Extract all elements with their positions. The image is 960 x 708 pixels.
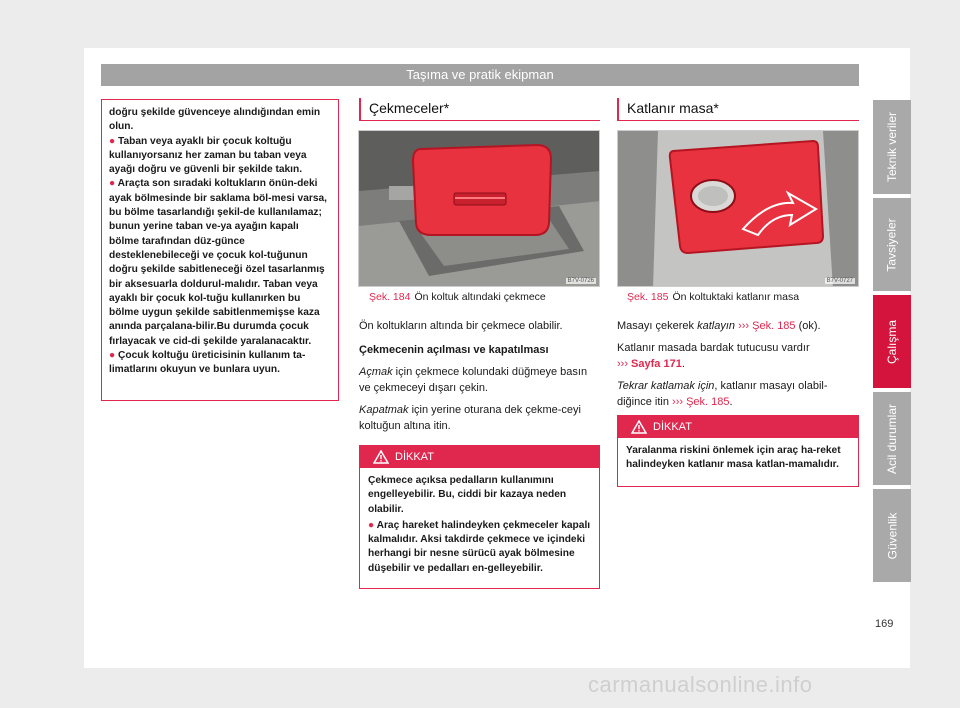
section-title-folding-table: Katlanır masa* (627, 100, 719, 116)
folding-table-para-3: Tekrar katlamak için, katlanır masayı olabil-diğince itin ››› Şek. 185. (617, 380, 828, 408)
warning-intro-text: doğru şekilde güvenceye alındığından emin olun. (109, 107, 321, 133)
figure-link-185-b[interactable]: Şek. 185 (686, 396, 730, 408)
figure-link-185[interactable]: Şek. 185 (752, 320, 796, 332)
drawer-warning-bullet: ● Araç hareket halindeyken çekmeceler kapalı kalmalıdır. Aksi takdirde çekmece ve içindeki herhangi bir nesne sürücü ayak bölmesine düşebilir ve pedalları en-gelleyebilir. (368, 519, 591, 574)
folding-table-para-1: Masayı çekerek katlayın ››› Şek. 185 (ok). (617, 320, 821, 332)
tab-teknik-veriler[interactable]: Teknik veriler (873, 100, 911, 194)
warning-continuation-box (101, 99, 339, 401)
folding-table-para-2: Katlanır masada bardak tutucusu vardır ››› Sayfa 171. (617, 342, 810, 370)
warning-triangle-icon (373, 450, 389, 464)
drawer-close-para: Kapatmak için yerine oturana dek çekme-ceyi koltuğun altına itin. (359, 404, 581, 432)
warning-header: DİKKAT (360, 446, 599, 468)
chapter-header: Taşıma ve pratik ekipman (101, 64, 859, 86)
drawer-subheading: Çekmecenin açılması ve kapatılması (359, 344, 549, 356)
tab-guvenlik[interactable]: Güvenlik (873, 489, 911, 582)
figure-caption-184: Şek. 184 Ön koltuk altındaki çekmece (369, 291, 546, 303)
section-title-drawers: Çekmeceler* (369, 100, 450, 116)
warning-bullet-2: ● Araçta son sıradaki koltukların önün-deki ayak bölmesinde bir saklama böl-mesi varsa, bu bölme tasarlandığı şekil-de kullanılamaz; bunun yerine taban ve-ya ayağın kapalı bölme tarafından düz-günce desteklenebileceği ve çocuk kol-tuğunun doğru şekilde sabitleneceği özel tasarlanmış bir aksesuarla doldurul-malıdır. Taban veya ayaklı bir çocuk kol-tuğu kullanırken bu bölme uygun şekilde sabitlenmemişse kaza anında parçalana-bilir.Bu durumda çocuk fırlayacak ve cid-di şekilde yaralanacaktır. (109, 178, 328, 347)
tab-calisma[interactable]: Çalışma (873, 295, 911, 388)
warning-bullet-3: ● Çocuk koltuğu üreticisinin kullanım ta-limatlarını okuyun ve bunlara uyun. (109, 350, 306, 376)
drawer-body-text (359, 318, 599, 440)
folding-table-body-text (617, 318, 859, 416)
warning-header: DİKKAT (618, 416, 858, 438)
tab-acil-durumlar[interactable]: Acil durumlar (873, 392, 911, 485)
figure-folding-table (617, 130, 859, 287)
warning-bullet-1: ● Taban veya ayaklı bir çocuk koltuğu kullanıyorsanız her zaman bu taban veya ayağı doğru ve güvenli bir şekilde takın. (109, 135, 307, 176)
drawer-open-para: Açmak için çekmece kolundaki düğmeye basın ve çekmeceyi dışarı çekin. (359, 366, 588, 394)
drawer-warning-box (359, 445, 600, 589)
drawer-warning-text: Çekmece açıksa pedalların kullanımını engelleyebilir. Bu, ciddi bir kazaya neden olabilir. (368, 475, 567, 515)
tab-tavsiyeler[interactable]: Tavsiyeler (873, 198, 911, 291)
page-number: 169 (875, 618, 894, 630)
figure-code: B7V-0727 (826, 278, 853, 284)
drawer-intro-para: Ön koltukların altında bir çekmece olabilir. (359, 320, 563, 332)
figure-caption-185: Şek. 185 Ön koltuktaki katlanır masa (627, 291, 800, 303)
figure-drawer-under-seat (358, 130, 600, 287)
folding-table-illustration (618, 131, 859, 287)
section-underline (617, 120, 859, 121)
watermark: carmanualsonline.info (588, 672, 813, 697)
figure-code: B7V-0726 (567, 278, 594, 284)
folding-table-warning-text: Yaralanma riskini önlemek için araç ha-reket halindeyken katlanır masa katlan-mamalıdır. (626, 445, 841, 471)
section-underline (359, 120, 600, 121)
warning-triangle-icon (631, 420, 647, 434)
page-link-171[interactable]: Sayfa 171 (631, 358, 682, 370)
folding-table-warning-box (617, 415, 859, 487)
drawer-illustration (359, 131, 600, 287)
